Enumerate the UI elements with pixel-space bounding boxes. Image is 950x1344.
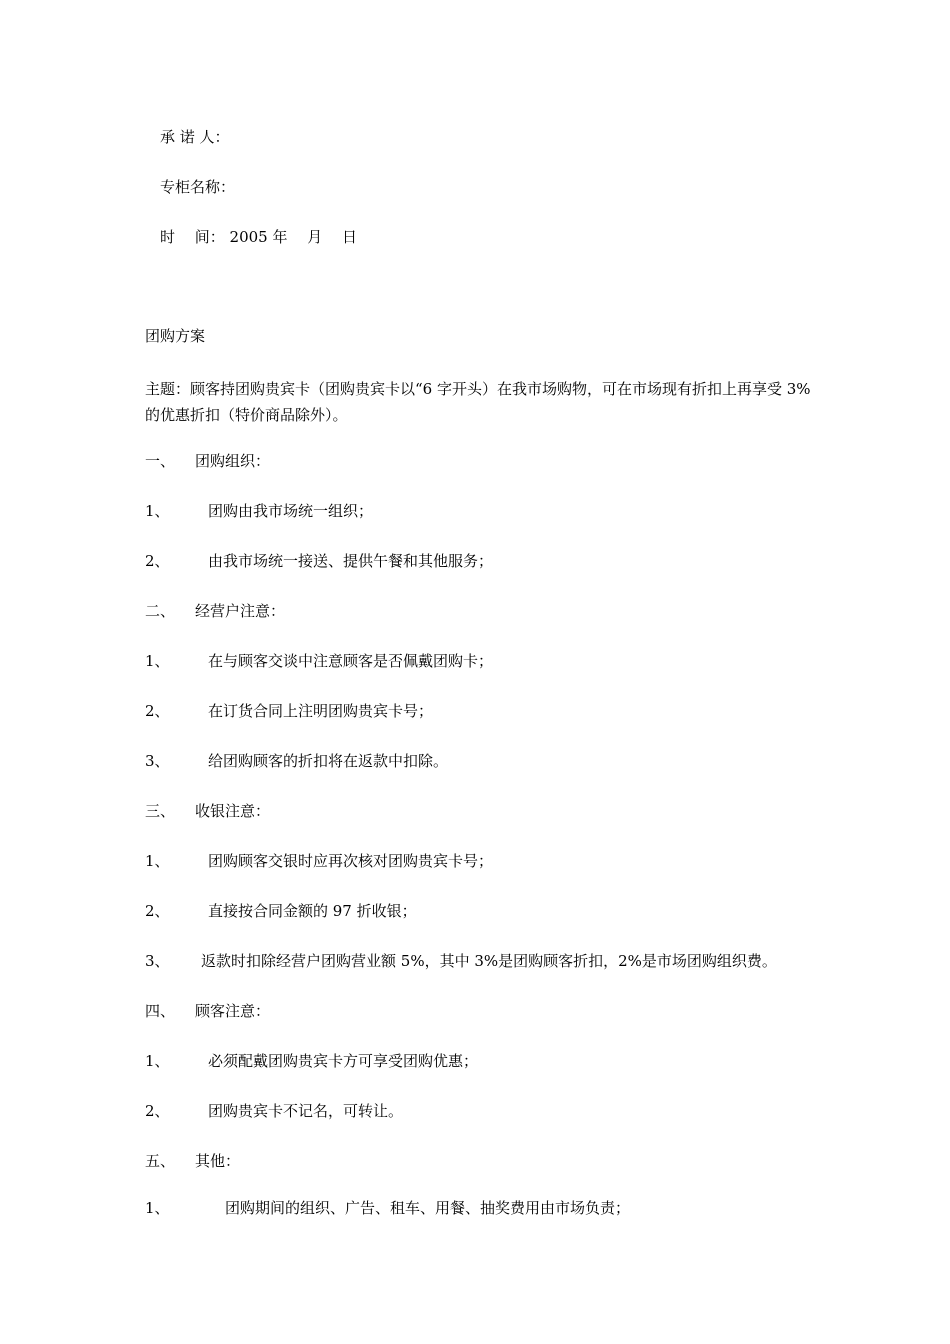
subject-paragraph: 主题：顾客持团购贵宾卡（团购贵宾卡以“6 字开头）在我市场购物，可在市场现有折扣上再享受 3%的优惠折扣（特价商品除外）。 bbox=[145, 380, 811, 424]
section-number: 一、 bbox=[145, 452, 176, 470]
item-number: 1、 bbox=[145, 502, 170, 520]
section-number: 三、 bbox=[145, 802, 176, 820]
item-number: 2、 bbox=[145, 552, 170, 570]
item-number: 2、 bbox=[145, 702, 170, 720]
item-text: 返款时扣除经营户团购营业额 5%，其中 3%是团购顾客折扣，2%是市场团购组织费。 bbox=[201, 952, 777, 970]
promisor-label: 承 诺 人： bbox=[160, 128, 230, 146]
item-text: 在订货合同上注明团购贵宾卡号； bbox=[208, 702, 434, 720]
section-number: 五、 bbox=[145, 1152, 176, 1170]
item-number: 1、 bbox=[145, 1199, 170, 1217]
item-text: 给团购顾客的折扣将在返款中扣除。 bbox=[208, 752, 449, 770]
item-number: 1、 bbox=[145, 1052, 170, 1070]
section-heading: 其他： bbox=[195, 1152, 241, 1170]
item-number: 1、 bbox=[145, 652, 170, 670]
section-heading: 收银注意： bbox=[195, 802, 271, 820]
item-number: 2、 bbox=[145, 1102, 170, 1120]
counter-name-label: 专柜名称： bbox=[160, 178, 236, 196]
section-heading: 经营户注意： bbox=[195, 602, 286, 620]
item-number: 3、 bbox=[145, 752, 170, 770]
section-number: 四、 bbox=[145, 1002, 176, 1020]
document-title: 团购方案 bbox=[145, 327, 206, 345]
item-text: 由我市场统一接送、提供午餐和其他服务； bbox=[208, 552, 494, 570]
section-heading: 团购组织： bbox=[195, 452, 271, 470]
item-number: 2、 bbox=[145, 902, 170, 920]
item-text: 团购顾客交银时应再次核对团购贵宾卡号； bbox=[208, 852, 494, 870]
item-text: 直接按合同金额的 97 折收银； bbox=[208, 902, 417, 920]
item-text: 团购贵宾卡不记名，可转让。 bbox=[208, 1102, 404, 1120]
item-text: 团购由我市场统一组织； bbox=[208, 502, 374, 520]
item-text: 团购期间的组织、广告、租车、用餐、抽奖费用由市场负责； bbox=[225, 1199, 631, 1217]
section-number: 二、 bbox=[145, 602, 176, 620]
item-number: 3、 bbox=[145, 952, 170, 970]
item-text: 在与顾客交谈中注意顾客是否佩戴团购卡； bbox=[208, 652, 494, 670]
section-heading: 顾客注意： bbox=[195, 1002, 271, 1020]
item-text: 必须配戴团购贵宾卡方可享受团购优惠； bbox=[208, 1052, 479, 1070]
item-number: 1、 bbox=[145, 852, 170, 870]
date-line: 时 间： 2005 年 月 日 bbox=[160, 228, 358, 246]
